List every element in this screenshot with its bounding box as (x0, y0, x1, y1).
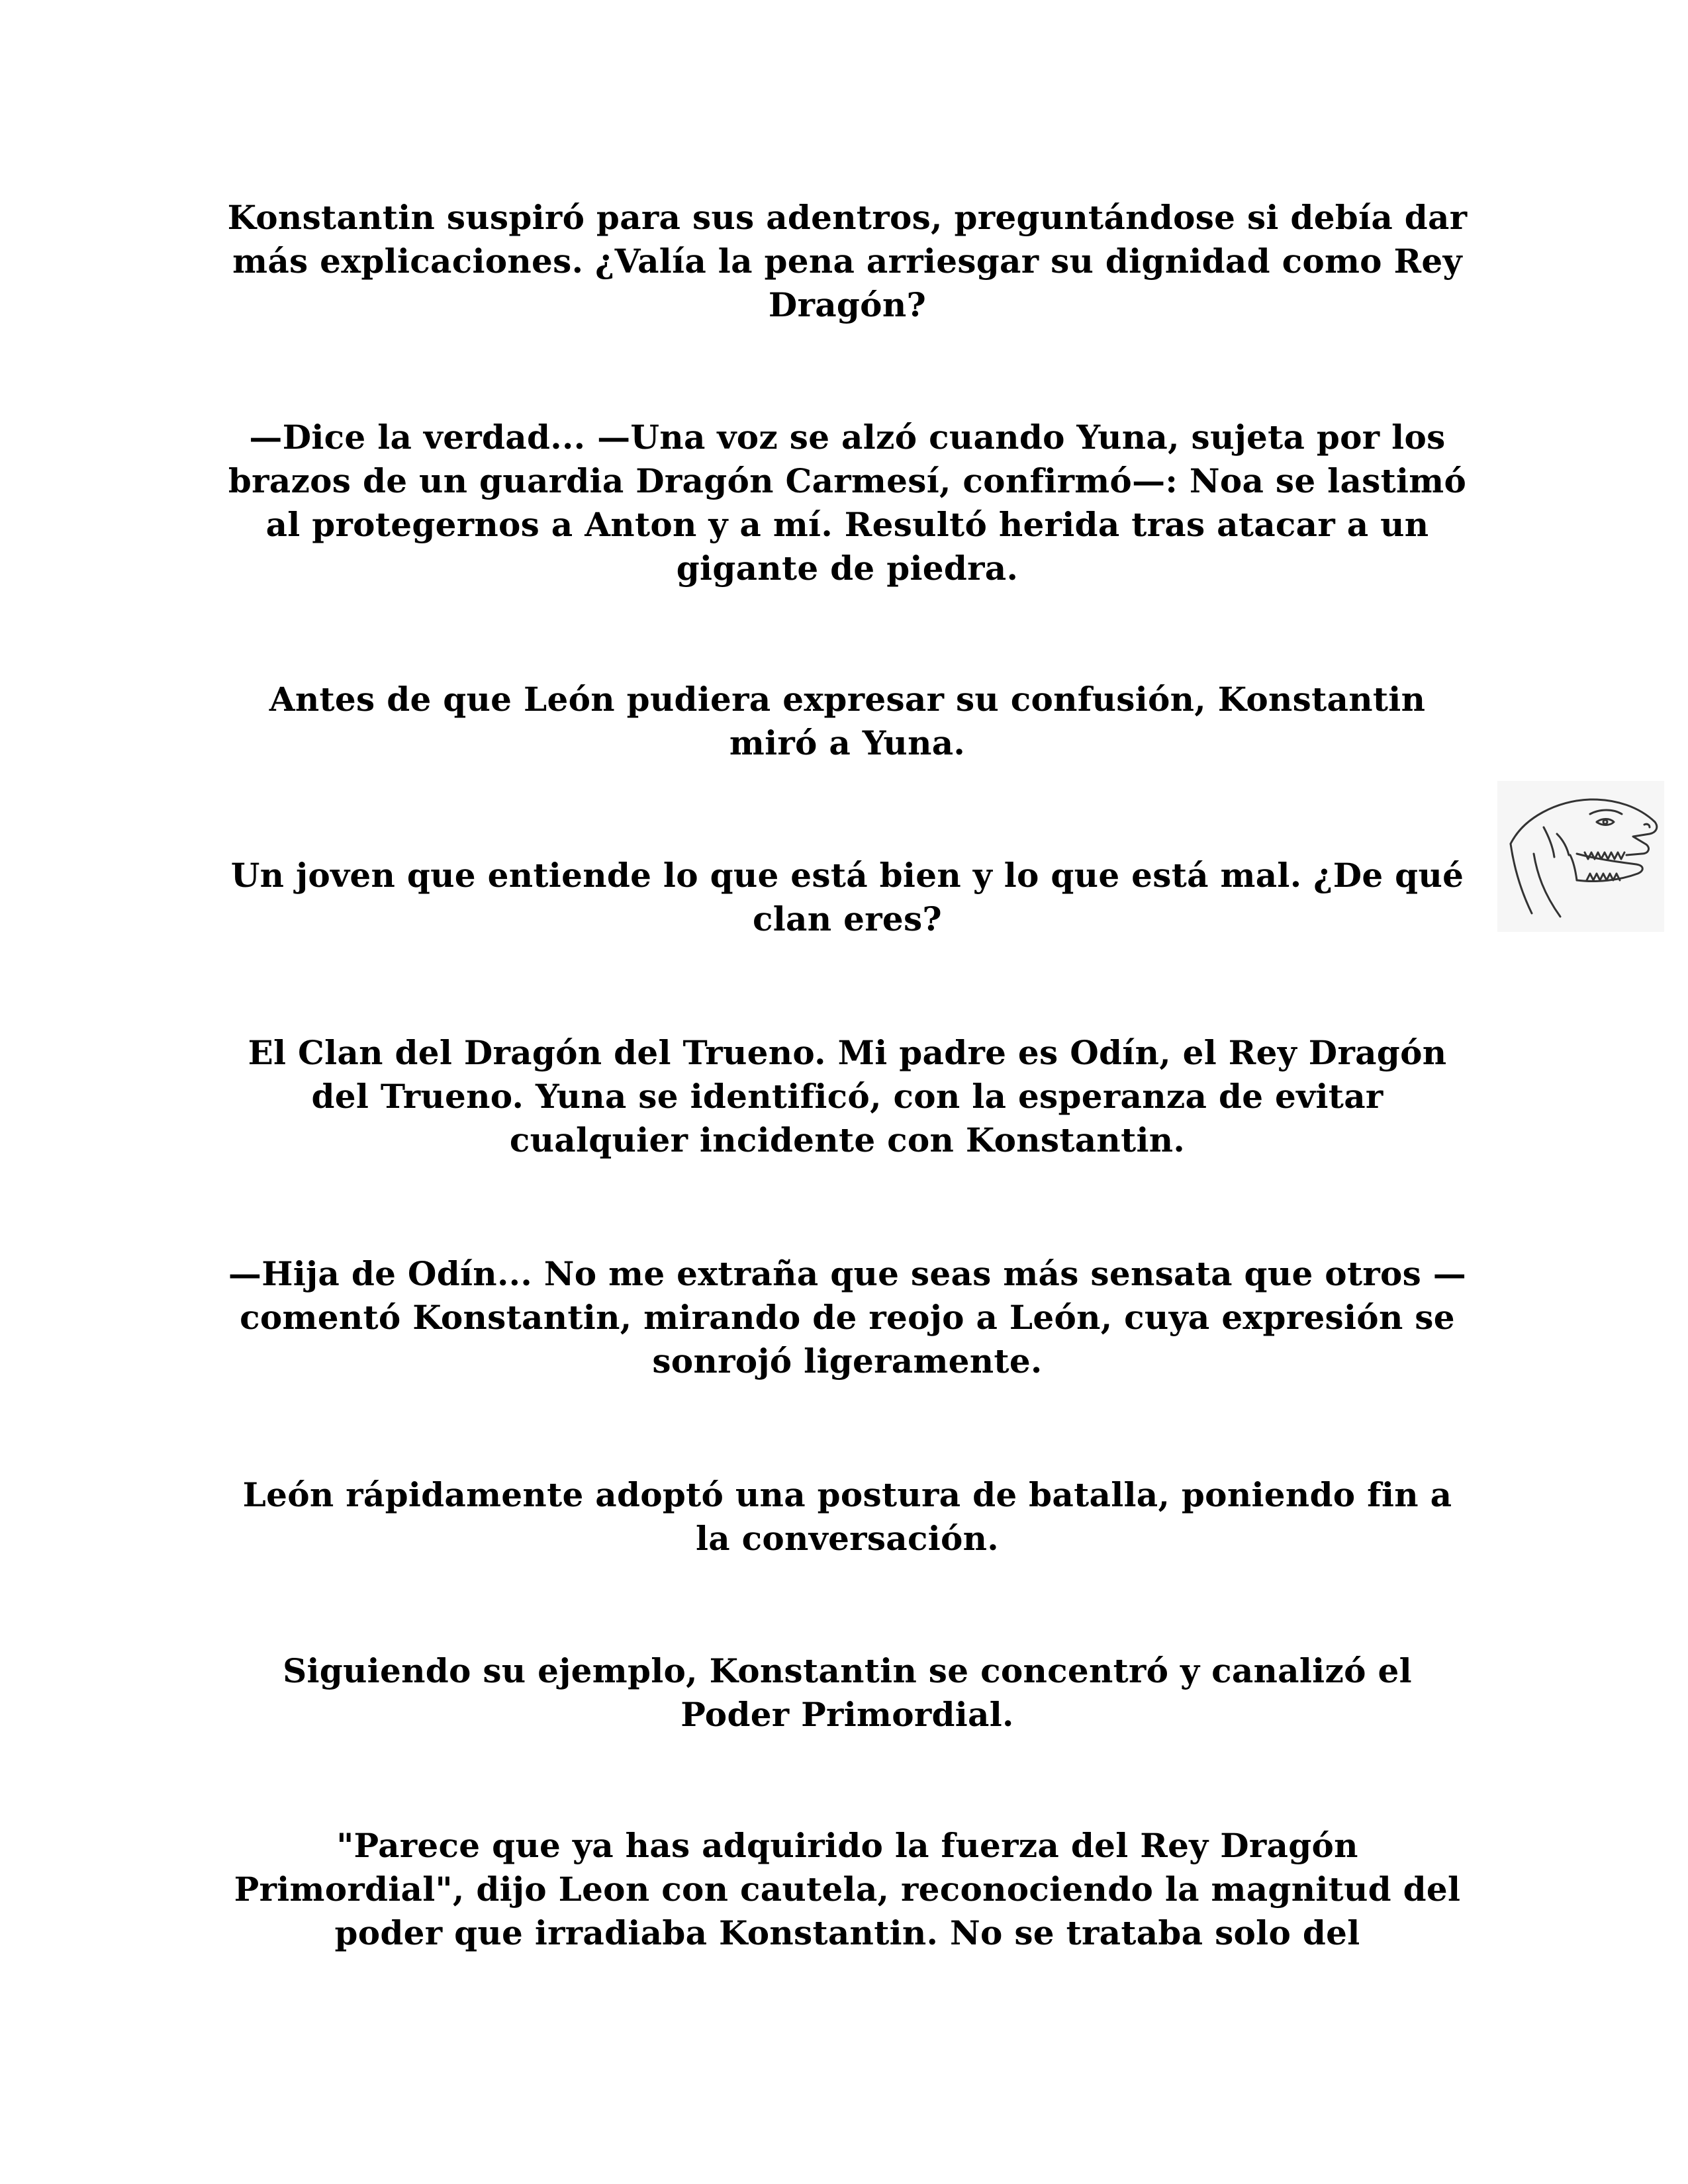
paragraph-6: —Hija de Odín... No me extraña que seas más sensata que otros —comentó Konstantin, mirando de reojo a León, cuya expresión se sonrojó ligeramente. (228, 1254, 1467, 1381)
dinosaur-head-sketch-icon (1497, 781, 1664, 932)
paragraph-4: Un joven que entiende lo que está bien y lo que está mal. ¿De qué clan eres? (230, 856, 1464, 938)
paragraph-3: Antes de que León pudiera expresar su confusión, Konstantin miró a Yuna. (269, 680, 1426, 762)
paragraph-2: —Dice la verdad... —Una voz se alzó cuando Yuna, sujeta por los brazos de un guardia Dragón Carmesí, confirmó—: Noa se lastimó al protegernos a Anton y a mí. Resultó herida tras atacar a un gigante de piedra. (228, 418, 1467, 588)
paragraph-8: Siguiendo su ejemplo, Konstantin se concentró y canalizó el Poder Primordial. (283, 1651, 1412, 1734)
paragraph-5: El Clan del Dragón del Trueno. Mi padre es Odín, el Rey Dragón del Trueno. Yuna se identificó, con la esperanza de evitar cualquier incidente con Konstantin. (248, 1033, 1447, 1160)
paragraph-1: Konstantin suspiró para sus adentros, preguntándose si debía dar más explicaciones. ¿Valía la pena arriesgar su dignidad como Rey Dragón? (227, 198, 1468, 324)
paragraph-9: "Parece que ya has adquirido la fuerza del Rey Dragón Primordial", dijo Leon con cautela, reconociendo la magnitud del poder que irradiaba Konstantin. No se trataba solo del (234, 1826, 1461, 1952)
paragraph-7: León rápidamente adoptó una postura de batalla, poniendo fin a la conversación. (242, 1475, 1452, 1558)
